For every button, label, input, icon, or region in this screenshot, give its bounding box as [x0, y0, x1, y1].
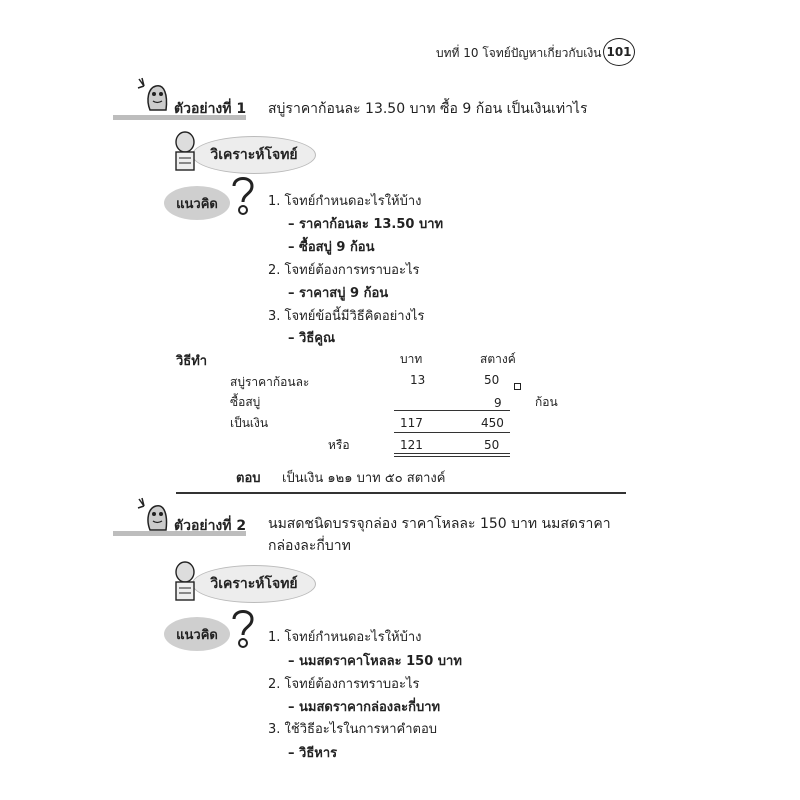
unit-label: ก้อน — [535, 395, 558, 409]
page-number-badge — [603, 38, 635, 66]
multiply-sign-icon — [514, 383, 521, 390]
analysis-item: 3. โจทย์ข้อนี้มีวิธีคิดอย่างไร — [268, 309, 425, 324]
example-1-label: ตัวอย่างที่ 1 — [174, 101, 247, 117]
analysis-sub-item: – นมสดราคาโหลละ 150 บาท — [288, 654, 462, 669]
row-baht: 13 — [410, 373, 426, 387]
analysis-bubble — [192, 136, 316, 174]
approach-label: แนวคิด — [176, 196, 218, 212]
section-divider — [176, 492, 626, 494]
analysis-item: 1. โจทย์กำหนดอะไรให้บ้าง — [268, 630, 422, 645]
column-baht-header: บาท — [400, 352, 423, 366]
row-label: เป็นเงิน — [230, 416, 269, 430]
analysis-sub-item: – ราคาก้อนละ 13.50 บาท — [288, 217, 444, 232]
analysis-sub-item: – ราคาสบู่ 9 ก้อน — [288, 286, 389, 301]
page-number: 101 — [606, 45, 632, 59]
analysis-sub-item: – วิธีหาร — [288, 746, 338, 761]
analysis-item: 2. โจทย์ต้องการทราบอะไร — [268, 263, 420, 278]
double-line-top — [394, 453, 510, 454]
mascot-icon — [136, 76, 176, 118]
analysis-item: 3. ใช้วิธีอะไรในการหาคำตอบ — [268, 722, 438, 737]
question-mark-icon — [228, 605, 258, 653]
result-line — [394, 432, 510, 433]
thinking-figure-icon — [170, 560, 200, 606]
row-satang: 50 — [484, 373, 500, 387]
analysis-label: วิเคราะห์โจทย์ — [210, 147, 298, 163]
analysis-item: 1. โจทย์กำหนดอะไรให้บ้าง — [268, 194, 422, 209]
approach-bubble — [164, 186, 230, 220]
analysis-sub-item: – วิธีคูณ — [288, 331, 336, 346]
row-satang: 450 — [481, 416, 504, 430]
row-label: สบู่ราคาก้อนละ — [230, 375, 310, 389]
analysis-item: 2. โจทย์ต้องการทราบอะไร — [268, 677, 420, 692]
row-baht: 117 — [400, 416, 423, 430]
analysis-bubble — [192, 565, 316, 603]
solution-label: วิธีทำ — [176, 354, 208, 369]
example-2-question: นมสดชนิดบรรจุกล่อง ราคาโหลละ 150 บาท นมสดราคากล่องละกี่บาท — [268, 516, 611, 554]
analysis-sub-item: – ซื้อสบู่ 9 ก้อน — [288, 240, 375, 255]
example-1-question: สบู่ราคาก้อนละ 13.50 บาท ซื้อ 9 ก้อน เป็นเงินเท่าไร — [268, 101, 588, 117]
thinking-figure-icon — [170, 130, 200, 176]
answer-label: ตอบ — [236, 471, 261, 486]
analysis-sub-item: – นมสดราคากล่องละกี่บาท — [288, 700, 441, 715]
approach-bubble — [164, 617, 230, 651]
row-satang: 9 — [494, 396, 502, 410]
row-satang: 50 — [484, 438, 500, 452]
row-label: หรือ — [328, 438, 350, 452]
question-mark-icon — [228, 172, 258, 220]
example-2-label: ตัวอย่างที่ 2 — [174, 518, 247, 534]
double-line-bottom — [394, 456, 510, 457]
approach-label: แนวคิด — [176, 627, 218, 643]
analysis-label: วิเคราะห์โจทย์ — [210, 576, 298, 592]
chapter-title: บทที่ 10 โจทย์ปัญหาเกี่ยวกับเงิน — [436, 46, 602, 60]
row-baht: 121 — [400, 438, 423, 452]
row-label: ซื้อสบู่ — [230, 395, 261, 409]
sum-line — [394, 410, 510, 411]
answer-text: เป็นเงิน ๑๒๑ บาท ๕๐ สตางค์ — [282, 471, 446, 486]
column-satang-header: สตางค์ — [480, 352, 516, 366]
